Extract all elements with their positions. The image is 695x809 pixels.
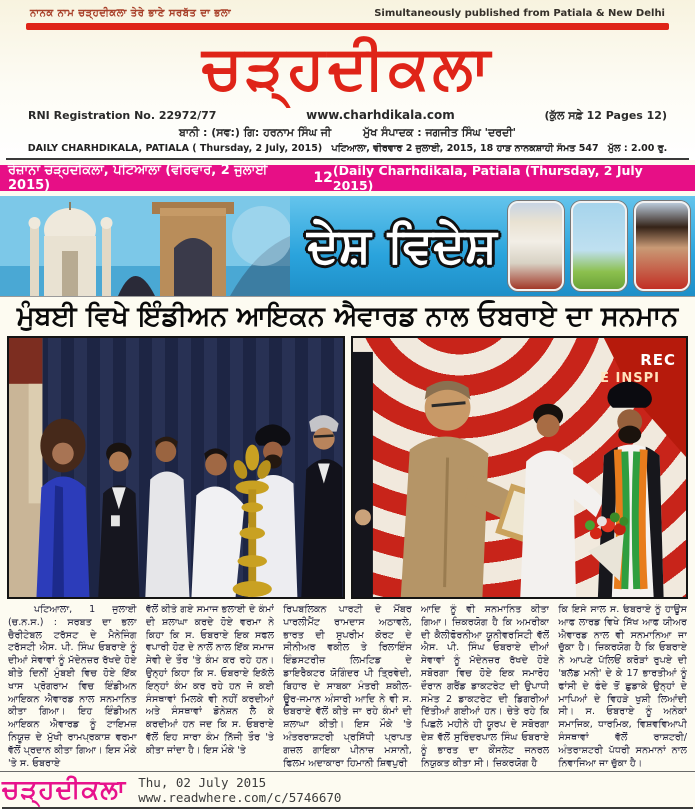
issue-bar	[0, 165, 695, 191]
pages-note: (ਕੁੱਲ ਸਫ਼ੇ 12 Pages 12)	[544, 109, 667, 122]
section-banner	[0, 196, 695, 296]
masthead	[0, 0, 695, 160]
article-column-3: ਰਿਪਬਲਿਕਨ ਪਾਰਟੀ ਦੇ ਮੈਂਬਰ ਪਾਰਲੀਮੈਂਟ ਰਾਮਦਾਸ ਅਠਾਵਲੇ, ਭਾਰਤ ਦੀ ਸੁਪਰੀਮ ਕੋਰਟ ਦੇ ਸੀਨੀਅਰ ਵਕੀਲ ਤੇ ਰਿਲਾਇੰਸ ਇੰਡਸਟਰੀਜ਼ ਲਿਮਟਿਡ ਦੇ ਡਾਇਰੈਕਟਰ ਯੋਗਿੰਦਰ ਪੀ ਤ੍ਰਿਵੇਦੀ, ਬਿਹਾਰ ਦੇ ਸਾਬਕਾ ਮੰਤਰੀ ਸ਼ਕੀਲ-ਊਰ-ਜਮਾਨ ਅੰਸਾਰੀ ਆਦਿ ਨੇ ਵੀ ਸ. ਓਬਰਾਏ ਵੱਲੋਂ ਕੀਤੇ ਜਾ ਰਹੇ ਕੰਮਾਂ ਦੀ ਸ਼ਲਾਘਾ ਕੀਤੀ। ਇਸ ਮੌਕੇ 'ਤੇ ਅੰਤਰਰਾਸ਼ਟਰੀ ਪ੍ਰਸਿੱਧੀ ਪ੍ਰਾਪਤ ਗਜ਼ਲ ਗਾਇਕਾ ਪੀਨਾਜ਼ ਮਸਾਨੀ, ਫਿਲਮ ਅਦਾਕਾਰਾ ਹਿਮਾਨੀ ਸ਼ਿਵਪੁਰੀ	[283, 604, 412, 769]
backdrop-text-line1: REC	[640, 351, 676, 369]
article-column-1: ਪਟਿਆਲਾ, 1 ਜੁਲਾਈ (ਚ.ਨ.ਸ.) : ਸਰਬਤ ਦਾ ਭਲਾ ਚੈਰੀਟੇਬਲ ਟਰੱਸਟ ਦੇ ਮੈਨੇਜਿੰਗ ਟਰੱਸਟੀ ਐਸ. ਪੀ. ਸਿੰਘ ਓਬਰਾਏ ਨੂੰ ਦੀਆਂ ਸੇਵਾਵਾਂ ਨੂੰ ਮੱਦੇਨਜ਼ਰ ਰੱਖਦੇ ਹੋਏ ਬੀਤੇ ਦਿਨੀਂ ਮੁੰਬਈ ਵਿਚ ਹੋਏ ਇੱਕ ਖਾਸ ਪ੍ਰੋਗਰਾਮ ਵਿਚ ਇੰਡੀਅਨ ਆਇਕਨ ਐਵਾਰਡ ਨਾਲ ਸਨਮਾਨਿਤ ਕੀਤਾ ਗਿਆ। ਇਹ ਇੰਡੀਅਨ ਆਇਕਨ ਐਵਾਰਡ ਨੂੰ ਟਾਇਮਜ਼ ਨਿਯੂਜ਼ ਦੇ ਮੁੱਖੀ ਰਾਮਪ੍ਰਕਾਸ਼ ਵਰਮਾ ਵੱਲੋਂ ਪ੍ਰਦਾਨ ਕੀਤਾ ਗਿਆ। ਇਸ ਮੌਕੇ 'ਤੇ ਸ. ਓਬਰਾਏ	[8, 604, 137, 769]
article-body	[0, 599, 695, 769]
thumbnail-jumping-people-photo	[571, 201, 627, 291]
published-note: Simultaneously published from Patiala & New Delhi	[374, 8, 665, 19]
monuments-collage-image	[0, 196, 290, 296]
issue-bar-right: (Daily Charhdikala, Patiala (Thursday, 2 July 2015)	[332, 163, 643, 193]
article-headline: ਮੁੰਬਈ ਵਿਖੇ ਇੰਡੀਅਨ ਆਇਕਨ ਐਵਾਰਡ ਨਾਲ ਓਬਰਾਏ ਦਾ ਸਨਮਾਨ	[0, 296, 695, 336]
newspaper-logo: ਚੜ੍ਹਦੀਕਲਾ	[202, 33, 493, 103]
price-label: ਮੁੱਲ : 2.00 ਰੁ.	[607, 143, 668, 154]
thumbnail-woman-photo	[634, 201, 690, 291]
page-number: 12	[313, 170, 333, 186]
article-photos	[0, 336, 695, 599]
rni-registration: RNI Registration No. 22972/77	[28, 109, 217, 122]
masthead-top-row	[0, 7, 695, 19]
masthead-info-row	[0, 108, 695, 123]
dateline-row	[6, 143, 689, 160]
section-title: ਦੇਸ਼ ਵਿਦੇਸ਼	[307, 218, 497, 274]
footer-meta	[138, 775, 341, 805]
article-column-5: ਕਿ ਇਸੇ ਸਾਲ ਸ. ਓਬਰਾਏ ਨੂੰ ਹਾਊਸ ਆਫ ਲਾਰਡ ਵਿਖੇ ਸਿੱਖ ਆਫ ਯੀਅਰ ਐਵਾਰਡ ਨਾਲ ਵੀ ਸਨਮਾਨਿਆ ਜਾ ਚੁੱਕਾ ਹੈ। ਜ਼ਿਕਰਯੋਗ ਹੈ ਕਿ ਓਬਰਾਏ ਨੇ ਆਪਣੇ ਪੱਲਿਓਂ ਕਰੋੜਾਂ ਰੁਪਏ ਦੀ 'ਬਲੱਡ ਮਨੀ' ਦੇ ਕੇ 17 ਭਾਰਤੀਆਂ ਨੂੰ ਫਾਂਸੀ ਦੇ ਫੰਦੇ ਤੋਂ ਛੁਡਾਕੇ ਉਨ੍ਹਾਂ ਦੇ ਮਾਪਿਆਂ ਦੇ ਵਿਹੜੇ ਖੁਸ਼ੀ ਲਿਆਂਦੀ ਸੀ। ਸ. ਓਬਰਾਏ ਨੂੰ ਅਨੇਕਾਂ ਸਮਾਜਿਕ, ਧਾਰਮਿਕ, ਵਿਸ਼ਵਵਿਆਪੀ ਸੰਸਥਾਵਾਂ ਵੱਲੋਂ ਰਾਸ਼ਟਰੀ/ ਅੰਤਰਾਸ਼ਟਰੀ ਪੱਧਰੀ ਸਨਮਾਨਾਂ ਨਾਲ ਨਿਵਾਜਿਆ ਜਾ ਚੁੱਕਾ ਹੈ।	[558, 604, 687, 769]
dateline-punjabi: ਪਟਿਆਲਾ, ਵੀਰਵਾਰ 2 ਜੁਲਾਈ, 2015, 18 ਹਾੜ ਨਾਨਕਸ਼ਾਹੀ ਸੰਮਤ 547	[331, 143, 599, 154]
readwhere-footer-bar	[0, 771, 695, 807]
footer-logo: ਚੜ੍ਹਦੀਕਲਾ	[2, 774, 127, 805]
lamp-ceremony-illustration	[9, 338, 343, 597]
masthead-red-rule	[26, 23, 669, 30]
thumbnail-man-photo	[508, 201, 564, 291]
footer-url[interactable]: www.readwhere.com/c/5746670	[138, 789, 342, 805]
editor-line: ਮੁੱਖ ਸੰਪਾਦਕ : ਜਗਜੀਤ ਸਿੰਘ 'ਦਰਦੀ'	[363, 126, 517, 139]
issue-bar-left: ਰੋਜ਼ਾਨਾ ਚੜ੍ਹਦੀਕਲਾ, ਪਟਿਆਲਾ (ਵੀਰਵਾਰ, 2 ਜੁਲਾਈ 2015)	[8, 163, 268, 193]
photo-lamp-lighting-ceremony	[7, 336, 345, 599]
backdrop-text-line2: E INSPI	[600, 371, 660, 386]
founder-editor-row	[0, 126, 695, 140]
website-url: www.charhdikala.com	[306, 108, 455, 122]
article-column-4: ਆਦਿ ਨੂੰ ਵੀ ਸਨਮਾਨਿਤ ਕੀਤਾ ਗਿਆ। ਜ਼ਿਕਰਯੋਗ ਹੈ ਕਿ ਅਮਰੀਕਾ ਦੀ ਕੈਲੀਫੋਰਨੀਆ ਯੂਨੀਵਰਸਿਟੀ ਵੱਲੋਂ ਐਸ. ਪੀ. ਸਿੰਘ ਓਬਰਾਏ ਦੀਆਂ ਸੇਵਾਵਾਂ ਨੂੰ ਮੱਦੇਨਜ਼ਰ ਰੱਖਦੇ ਹੋਏ ਸਬੋਰਗਾ ਵਿਚ ਹੋਏ ਇਕ ਸਮਾਰੋਹ ਦੌਰਾਨ ਗਰੈਂਡ ਡਾਕਟਰੇਟ ਦੀ ਉਪਾਧੀ ਸਮੇਤ 2 ਡਾਕਟਰੇਟ ਦੀ ਡਿਗਰੀਆਂ ਦਿੱਤੀਆਂ ਗਈਆਂ ਹਨ। ਚੇਤੇ ਰਹੇ ਕਿ ਪਿਛਲੇ ਮਹੀਨੇ ਹੀ ਯੂਰਪ ਦੇ ਸਬੋਰਗਾ ਦੇਸ਼ ਵੱਲੋਂ ਸੁਰਿੰਦਰਪਾਲ ਸਿੰਘ ਓਬਰਾਏ ਨੂੰ ਭਾਰਤ ਦਾ ਕੌਂਸਲੇਟ ਜਨਰਲ ਨਿਯੁਕਤ ਕੀਤਾ ਸੀ। ਜ਼ਿਕਰਯੋਗ ਹੈ	[420, 604, 550, 769]
masthead-slogan: ਨਾਨਕ ਨਾਮ ਚੜ੍ਹਦੀਕਲਾ ਤੇਰੇ ਭਾਣੇ ਸਰਬੱਤ ਦਾ ਭਲਾ	[30, 8, 232, 19]
footer-date: Thu, 02 July 2015	[138, 774, 267, 790]
founder-line: ਬਾਨੀ : (ਸਵ:) ਗਿ: ਹਰਨਾਮ ਸਿੰਘ ਜੀ	[178, 126, 332, 139]
photo-award-presentation	[351, 336, 689, 599]
banner-thumbnails	[508, 201, 690, 291]
article-column-2: ਵੱਲੋਂ ਕੀਤੇ ਗਏ ਸਮਾਜ ਭਲਾਈ ਦੇ ਕੰਮਾਂ ਦੀ ਸ਼ਲਾਘਾ ਕਰਦੇ ਹੋਏ ਵਰਮਾ ਨੇ ਕਿਹਾ ਕਿ ਸ. ਓਬਰਾਏ ਇਕ ਸਫਲ ਵਪਾਰੀ ਹੋਣ ਦੇ ਨਾਲੋਂ ਨਾਲ ਇੱਕ ਸਮਾਜ ਸੇਵੀ ਦੇ ਤੌਰ 'ਤੇ ਕੰਮ ਕਰ ਰਹੇ ਹਨ। ਉਨ੍ਹਾਂ ਕਿਹਾ ਕਿ ਸ. ਓਬਰਾਏ ਇਕੱਲੇ ਇਨ੍ਹਾਂ ਕੰਮ ਕਰ ਰਹੇ ਹਨ ਜੋ ਕਈ ਸੰਸਥਾਵਾਂ ਮਿਲਕੇ ਵੀ ਨਹੀਂ ਕਰਦੀਆਂ ਅਤੇ ਸੰਸਥਾਵਾਂ ਡੋਨੇਸ਼ਨ ਲੈ ਕੇ ਕਰਦੀਆਂ ਹਨ ਜਦ ਕਿ ਸ. ਓਬਰਾਏ ਵੱਲੋਂ ਇਹ ਸਾਰਾ ਕੰਮ ਨਿੱਜੀ ਤੌਰ 'ਤੇ ਕੀਤਾ ਜਾਂਦਾ ਹੈ। ਇਸ ਮੌਕੇ 'ਤੇ	[145, 604, 275, 756]
dateline-english: DAILY CHARHDIKALA, PATIALA ( Thursday, 2 July, 2015)	[27, 143, 323, 154]
